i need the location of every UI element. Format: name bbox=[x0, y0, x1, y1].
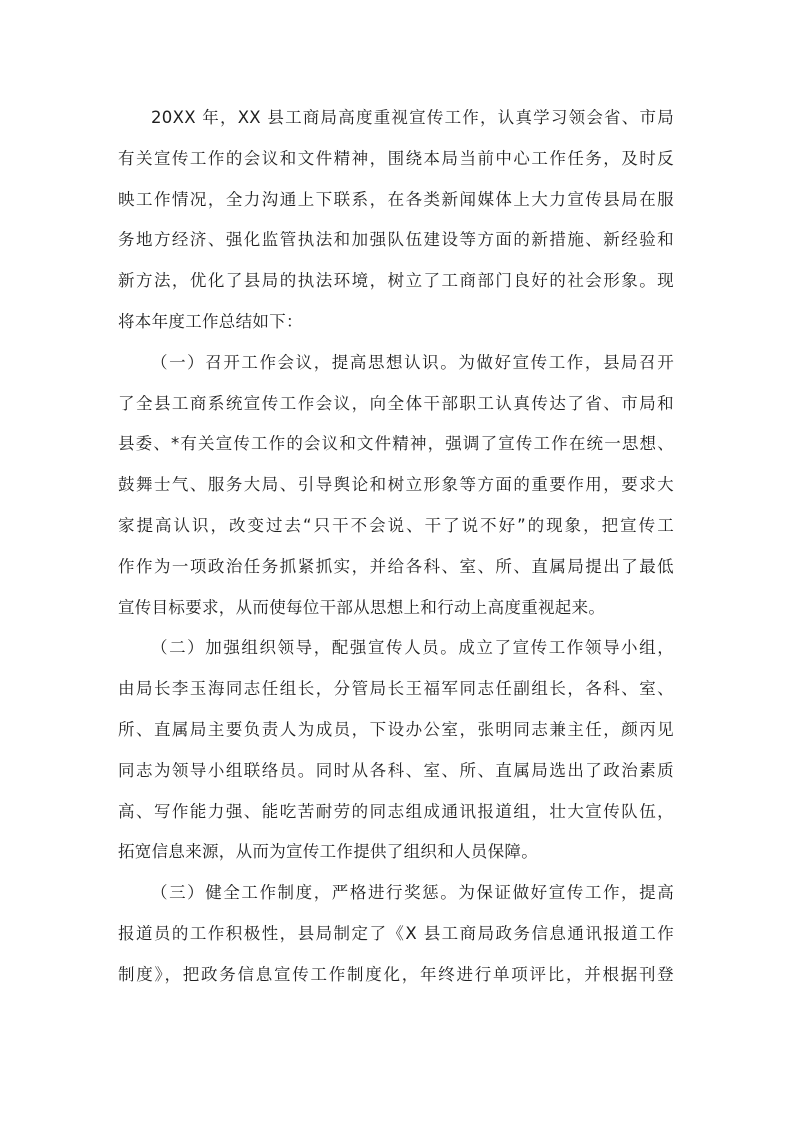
text-line: 报道员的工作积极性，县局制定了《X 县工商局政务信息通讯报道工作 bbox=[118, 923, 674, 943]
text-line: 将本年度工作总结如下： bbox=[118, 311, 303, 331]
text-line: 作作为一项政治任务抓紧抓实，并给各科、室、所、直属局提出了最低 bbox=[118, 556, 674, 576]
text-line: 了全县工商系统宣传工作会议，向全体干部职工认真传达了省、市局和 bbox=[118, 393, 674, 413]
text-line: 所、直属局主要负责人为成员，下设办公室，张明同志兼主任，颜丙见 bbox=[118, 719, 674, 739]
text-line: 制度》，把政务信息宣传工作制度化，年终进行单项评比，并根据刊登 bbox=[118, 964, 674, 984]
text-line: （二）加强组织领导，配强宣传人员。成立了宣传工作领导小组， bbox=[151, 638, 674, 658]
text-line: 同志为领导小组联络员。同时从各科、室、所、直属局选出了政治素质 bbox=[118, 760, 674, 780]
text-line: 家提高认识，改变过去“只干不会说、干了说不好”的现象，把宣传工 bbox=[118, 515, 674, 535]
text-line: 务地方经济、强化监管执法和加强队伍建设等方面的新措施、新经验和 bbox=[118, 230, 674, 250]
paragraph-section-2 bbox=[118, 628, 674, 873]
text-line: 映工作情况，全力沟通上下联系，在各类新闻媒体上大力宣传县局在服 bbox=[118, 189, 674, 209]
text-line: 高、写作能力强、能吃苦耐劳的同志组成通讯报道组，壮大宣传队伍， bbox=[118, 801, 674, 821]
text-line: 宣传目标要求，从而使每位干部从思想上和行动上高度重视起来。 bbox=[118, 597, 606, 617]
text-line: （一）召开工作会议，提高思想认识。为做好宣传工作，县局召开 bbox=[151, 352, 674, 372]
text-line: 由局长李玉海同志任组长，分管局长王福军同志任副组长，各科、室、 bbox=[118, 679, 674, 699]
paragraph-intro bbox=[118, 98, 674, 343]
text-line: 有关宣传工作的会议和文件精神，围绕本局当前中心工作任务，及时反 bbox=[118, 148, 674, 168]
text-line: （三）健全工作制度，严格进行奖惩。为保证做好宣传工作，提高 bbox=[151, 883, 674, 903]
text-line: 拓宽信息来源，从而为宣传工作提供了组织和人员保障。 bbox=[118, 842, 538, 862]
paragraph-section-3 bbox=[118, 873, 674, 995]
text-line: 20XX 年，XX 县工商局高度重视宣传工作，认真学习领会省、市局 bbox=[151, 108, 674, 127]
text-line: 县委、*有关宣传工作的会议和文件精神，强调了宣传工作在统一思想、 bbox=[118, 434, 674, 454]
document-body bbox=[118, 98, 674, 996]
text-line: 鼓舞士气、服务大局、引导舆论和树立形象等方面的重要作用，要求大 bbox=[118, 475, 674, 495]
paragraph-section-1 bbox=[118, 343, 674, 629]
text-line: 新方法，优化了县局的执法环境，树立了工商部门良好的社会形象。现 bbox=[118, 271, 674, 291]
